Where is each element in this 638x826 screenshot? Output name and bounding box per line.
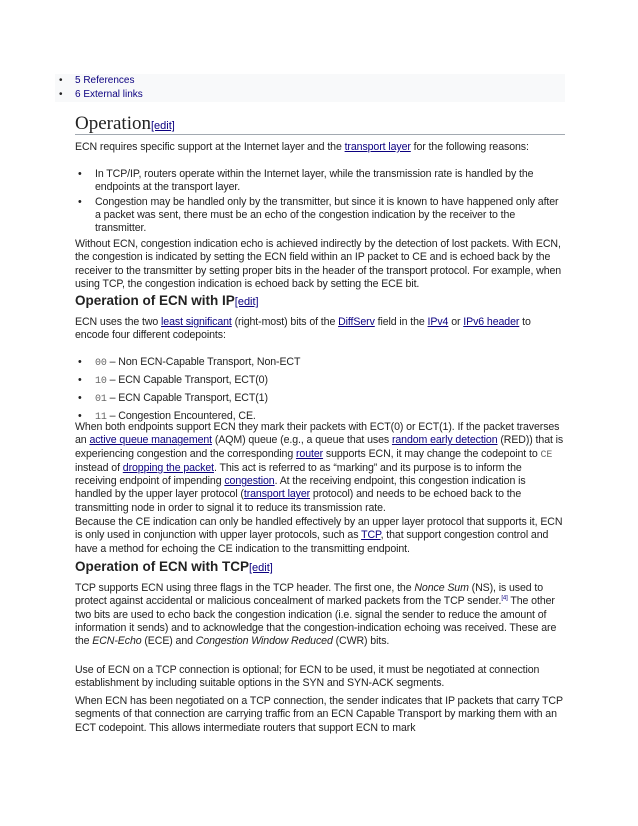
edit-link[interactable]: [edit]	[150, 120, 175, 132]
text: . At the receiving endpoint, this congestion indication is handled by the upper layer protocol (	[75, 475, 526, 501]
list-item-text: In TCP/IP, routers operate within the Internet layer, while the transmission rate is handled by the endpoints at the transport layer.	[95, 168, 534, 194]
list-item	[75, 390, 565, 408]
link-least-significant[interactable]: least significant	[161, 316, 232, 328]
link-transport-layer[interactable]: transport layer	[243, 488, 311, 501]
text: field in the	[374, 316, 428, 328]
ecn-ip-intro	[75, 316, 565, 343]
link-congestion[interactable]: congestion	[224, 475, 275, 488]
link-dropping-the-packet[interactable]: dropping the packet	[122, 461, 214, 474]
ecn-ip-paragraph-2	[75, 421, 565, 515]
section-heading-operation	[75, 113, 565, 135]
operation-paragraph: Without ECN, congestion indication echo is achieved indirectly by the detection of lost packets. With ECN, the congestion is indicated by setting the ECN field within an IP packet to CE and is echoed back by the receiver to the transmitter by setting proper bits in the header of the transport protocol. For example, when using TCP, the congestion indication is echoed back by setting the ECE bit.	[75, 238, 562, 290]
citation-link[interactable]: [4]	[501, 595, 508, 602]
list-item-text: Congestion may be handled only by the transmitter, but since it is known to have happened only after a packet was sent, there must be an echo of the congestion indication by the receiver to the transmitter.	[95, 195, 559, 235]
link-transport-layer[interactable]: transport layer	[344, 141, 411, 153]
edit-link[interactable]: [edit]	[249, 562, 273, 574]
bullet-icon: •	[78, 356, 82, 368]
list-item	[75, 168, 565, 195]
text: When both endpoints support ECN they mark their packets with ECT(0) or ECT(1). If the packet traverses an	[75, 421, 560, 447]
text: for the following reasons:	[410, 141, 529, 153]
term-cwr: Congestion Window Reduced	[195, 635, 333, 648]
edit-link[interactable]: [edit]	[234, 296, 259, 308]
link-diffserv[interactable]: DiffServ	[338, 316, 375, 328]
list-item	[75, 354, 565, 372]
bullet: •	[59, 75, 63, 86]
text: , that support congestion control and have a method for echoing the CE indication to the transmitting endpoint.	[75, 529, 549, 555]
text: (CWR) bits.	[332, 635, 390, 648]
link-router[interactable]: router	[295, 447, 324, 460]
operation-reasons-list	[75, 168, 565, 235]
text: protocol) and needs to be echoed back to the transmitting node in order to signal it to reduce its transmission rate.	[75, 488, 522, 514]
bullet-icon: •	[78, 374, 82, 386]
text: (ECE) and	[141, 635, 196, 648]
term-ecn-echo: ECN-Echo	[92, 635, 142, 648]
codepoint-list	[75, 354, 565, 426]
list-item	[75, 196, 565, 236]
codepoint-desc: – Non ECN-Capable Transport, Non-ECT	[106, 356, 301, 368]
codepoint-code: 01	[95, 394, 107, 405]
ecn-ip-paragraph-3	[75, 516, 565, 556]
toc-item-references[interactable]	[55, 74, 565, 88]
bullet-icon: •	[78, 168, 82, 180]
bullet: •	[59, 89, 63, 100]
text: . This act is referred to as “marking” and its purpose is to inform the receiving endpoint of impending	[75, 461, 522, 488]
codepoint-code: 10	[95, 376, 107, 387]
text: TCP supports ECN using three flags in the TCP header. The first one, the	[75, 582, 415, 594]
bullet-icon: •	[78, 195, 82, 208]
text: (RED)) that is experiencing congestion and the corresponding	[75, 434, 564, 460]
link-random-early-detection[interactable]: random early detection	[391, 434, 498, 447]
link-tcp[interactable]: TCP	[361, 529, 381, 542]
term-nonce-sum: Nonce Sum	[414, 582, 469, 594]
text: (NS), is used to protect against accidental or malicious concealment of marked packets from the TCP sender.	[75, 582, 544, 608]
link-ipv4[interactable]: IPv4	[427, 316, 449, 328]
text: ECN uses the two	[75, 316, 162, 328]
text: (AQM) queue (e.g., a queue that uses	[212, 434, 392, 447]
codepoint-desc: – Congestion Encountered, CE.	[106, 410, 256, 422]
link-active-queue-management[interactable]: active queue management	[89, 434, 212, 447]
toc-link-references[interactable]: 5 References	[75, 75, 135, 86]
heading-text: Operation	[75, 113, 151, 134]
text: (right-most) bits of the	[231, 316, 339, 328]
text: to encode four different codepoints:	[75, 316, 531, 342]
text: supports ECN, it may change the codepoint to	[323, 447, 541, 460]
link-ipv6-header[interactable]: IPv6 header	[463, 316, 520, 328]
ecn-tcp-paragraph-1	[75, 582, 565, 648]
codepoint-code: 11	[95, 412, 107, 423]
text: instead of	[75, 461, 123, 474]
list-item	[75, 372, 565, 390]
codepoint-desc: – ECN Capable Transport, ECT(1)	[106, 392, 268, 404]
bullet-icon: •	[78, 392, 82, 404]
table-of-contents	[55, 74, 565, 102]
operation-intro	[75, 141, 565, 154]
text: Because the CE indication can only be handled effectively by an upper layer protocol that supports it, ECN is only used in conjunction with upper layer protocols, such as	[75, 516, 563, 542]
toc-link-external-links[interactable]: 6 External links	[75, 89, 143, 100]
codepoint-desc: – ECN Capable Transport, ECT(0)	[106, 374, 268, 386]
codepoint-code: 00	[95, 358, 107, 369]
text: ECN requires specific support at the Internet layer and the	[75, 141, 345, 153]
section-heading-ecn-ip	[75, 293, 565, 308]
heading-text: Operation of ECN with IP	[75, 293, 235, 308]
bullet-icon: •	[78, 410, 82, 422]
ecn-tcp-paragraph-2: Use of ECN on a TCP connection is optional; for ECN to be used, it must be negotiated at connection establishment by including suitable options in the SYN and SYN-ACK segments.	[75, 664, 540, 690]
code-ce: CE	[540, 449, 553, 461]
text: or	[448, 316, 464, 328]
section-heading-ecn-tcp	[75, 559, 565, 574]
text: The other two bits are used to echo back the congestion indication (i.e. signal the sender to reduce the amount of information it sends) and to acknowledge that the congestion-indication echoing was received. These are the	[75, 595, 557, 648]
ecn-tcp-paragraph-3: When ECN has been negotiated on a TCP connection, the sender indicates that IP packets that carry TCP segments of that connection are carrying traffic from an ECN Capable Transport by marking them with an ECT codepoint. This allows intermediate routers that support ECN to mark	[75, 695, 563, 734]
heading-text: Operation of ECN with TCP	[75, 559, 249, 574]
toc-item-external-links[interactable]	[55, 88, 565, 102]
